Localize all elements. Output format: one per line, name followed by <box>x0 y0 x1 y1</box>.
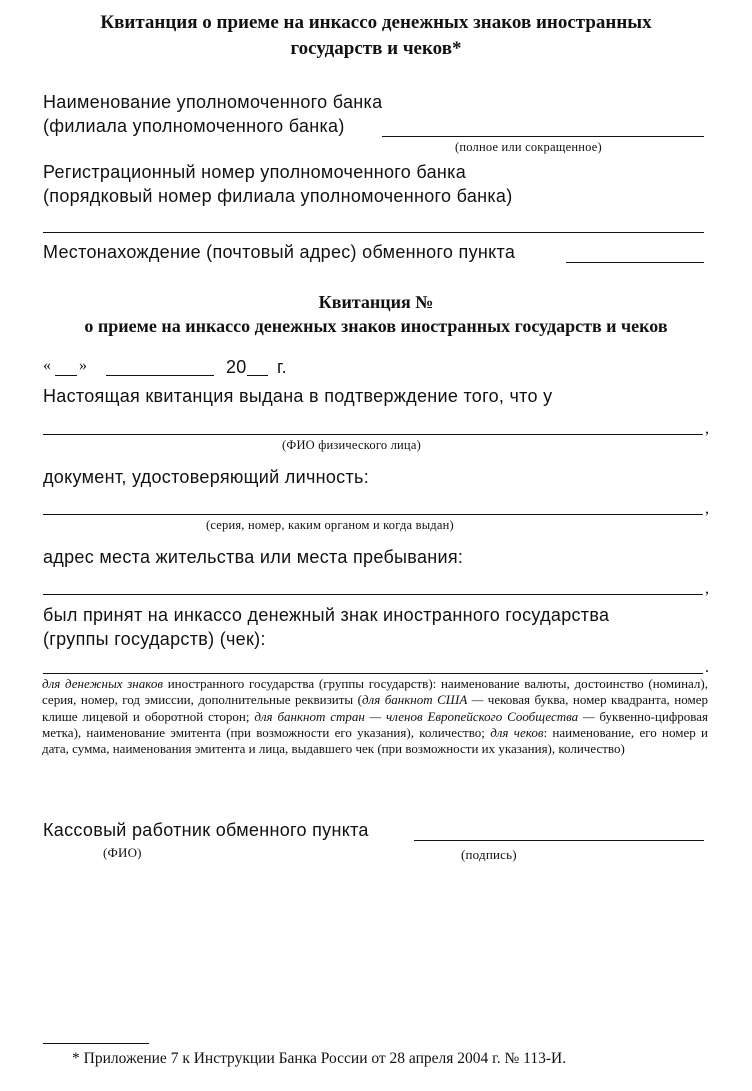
footnote-separator <box>43 1043 149 1044</box>
cashier-label: Кассовый работник обменного пункта <box>43 820 369 840</box>
note-text-4: : наименование, его номер и дата, сумма, наименования эмитента и лица, выдавшего чек (при возможности их указания), количество) <box>42 724 708 757</box>
accepted-item-field[interactable] <box>43 673 703 674</box>
bank-name-label-line-1: Наименование уполномоченного банка <box>43 92 383 112</box>
address-comma: , <box>705 580 709 597</box>
date-year-field[interactable] <box>247 375 268 376</box>
id-document-label: документ, удостоверяющий личность: <box>43 467 369 487</box>
note-text-2: чековая буква, номер квадранта, номер клише лицевой и оборотной сторон; <box>42 692 708 724</box>
note-cheques-italic: для чеков <box>490 724 544 740</box>
accepted-label-line-2: (группы государств) (чек): <box>43 629 266 649</box>
id-document-field[interactable] <box>43 514 703 515</box>
receipt-intro-text: Настоящая квитанция выдана в подтверждение того, что у <box>43 386 553 406</box>
note-usd-italic: для банкнот США — <box>361 692 484 708</box>
note-text-3: буквенно-цифровая метка), наименование эмитента (при возможности его указания), количество; <box>42 708 708 740</box>
date-day-field[interactable] <box>55 375 77 376</box>
id-document-caption: (серия, номер, каким органом и когда выдан) <box>206 518 454 532</box>
cashier-signature-caption: (подпись) <box>461 847 517 862</box>
id-document-comma: , <box>705 500 709 517</box>
date-month-field[interactable] <box>106 375 214 376</box>
person-fio-caption: (ФИО физического лица) <box>282 438 421 452</box>
registration-number-label-line-2: (порядковый номер филиала уполномоченного банка) <box>43 186 513 206</box>
receipt-title: Квитанция № <box>318 292 434 312</box>
person-fio-field[interactable] <box>43 434 703 435</box>
date-open-quote: « <box>43 357 51 374</box>
cashier-signature-field[interactable] <box>414 840 704 841</box>
accepted-item-note <box>42 676 708 757</box>
date-year-prefix: 20 <box>226 357 247 377</box>
document-title-line-2: государств и чеков* <box>290 38 462 59</box>
bank-name-label-line-2: (филиала уполномоченного банка) <box>43 116 345 136</box>
footnote-text: * Приложение 7 к Инструкции Банка России от 28 апреля 2004 г. № 113-И. <box>72 1050 567 1067</box>
location-field[interactable] <box>566 262 704 263</box>
accepted-label-line-1: был принят на инкассо денежный знак иностранного государства <box>43 605 610 625</box>
note-text-1: иностранного государства (группы государств): наименование валюты, достоинство (номинал), серия, номер, год эмиссии, дополнительные реквизиты ( <box>42 676 708 708</box>
registration-number-label-line-1: Регистрационный номер уполномоченного банка <box>43 162 467 182</box>
note-banknotes-italic: для денежных знаков <box>42 676 163 691</box>
accepted-item-period: . <box>705 659 709 676</box>
bank-name-field[interactable] <box>382 136 704 137</box>
date-year-suffix: г. <box>277 357 287 377</box>
receipt-subtitle: о приеме на инкассо денежных знаков иностранных государств и чеков <box>84 316 668 336</box>
document-title-line-1: Квитанция о приеме на инкассо денежных знаков иностранных <box>100 12 652 33</box>
address-field[interactable] <box>43 594 703 595</box>
bank-name-caption: (полное или сокращенное) <box>455 140 602 154</box>
address-label: адрес места жительства или места пребывания: <box>43 547 464 567</box>
cashier-fio-caption: (ФИО) <box>103 845 142 860</box>
date-close-quote: » <box>79 357 87 374</box>
location-label: Местонахождение (почтовый адрес) обменного пункта <box>43 242 516 262</box>
note-eu-italic: для банкнот стран — членов Европейского Сообщества — <box>254 708 595 724</box>
fio-comma: , <box>705 420 709 437</box>
registration-number-field[interactable] <box>43 232 704 233</box>
